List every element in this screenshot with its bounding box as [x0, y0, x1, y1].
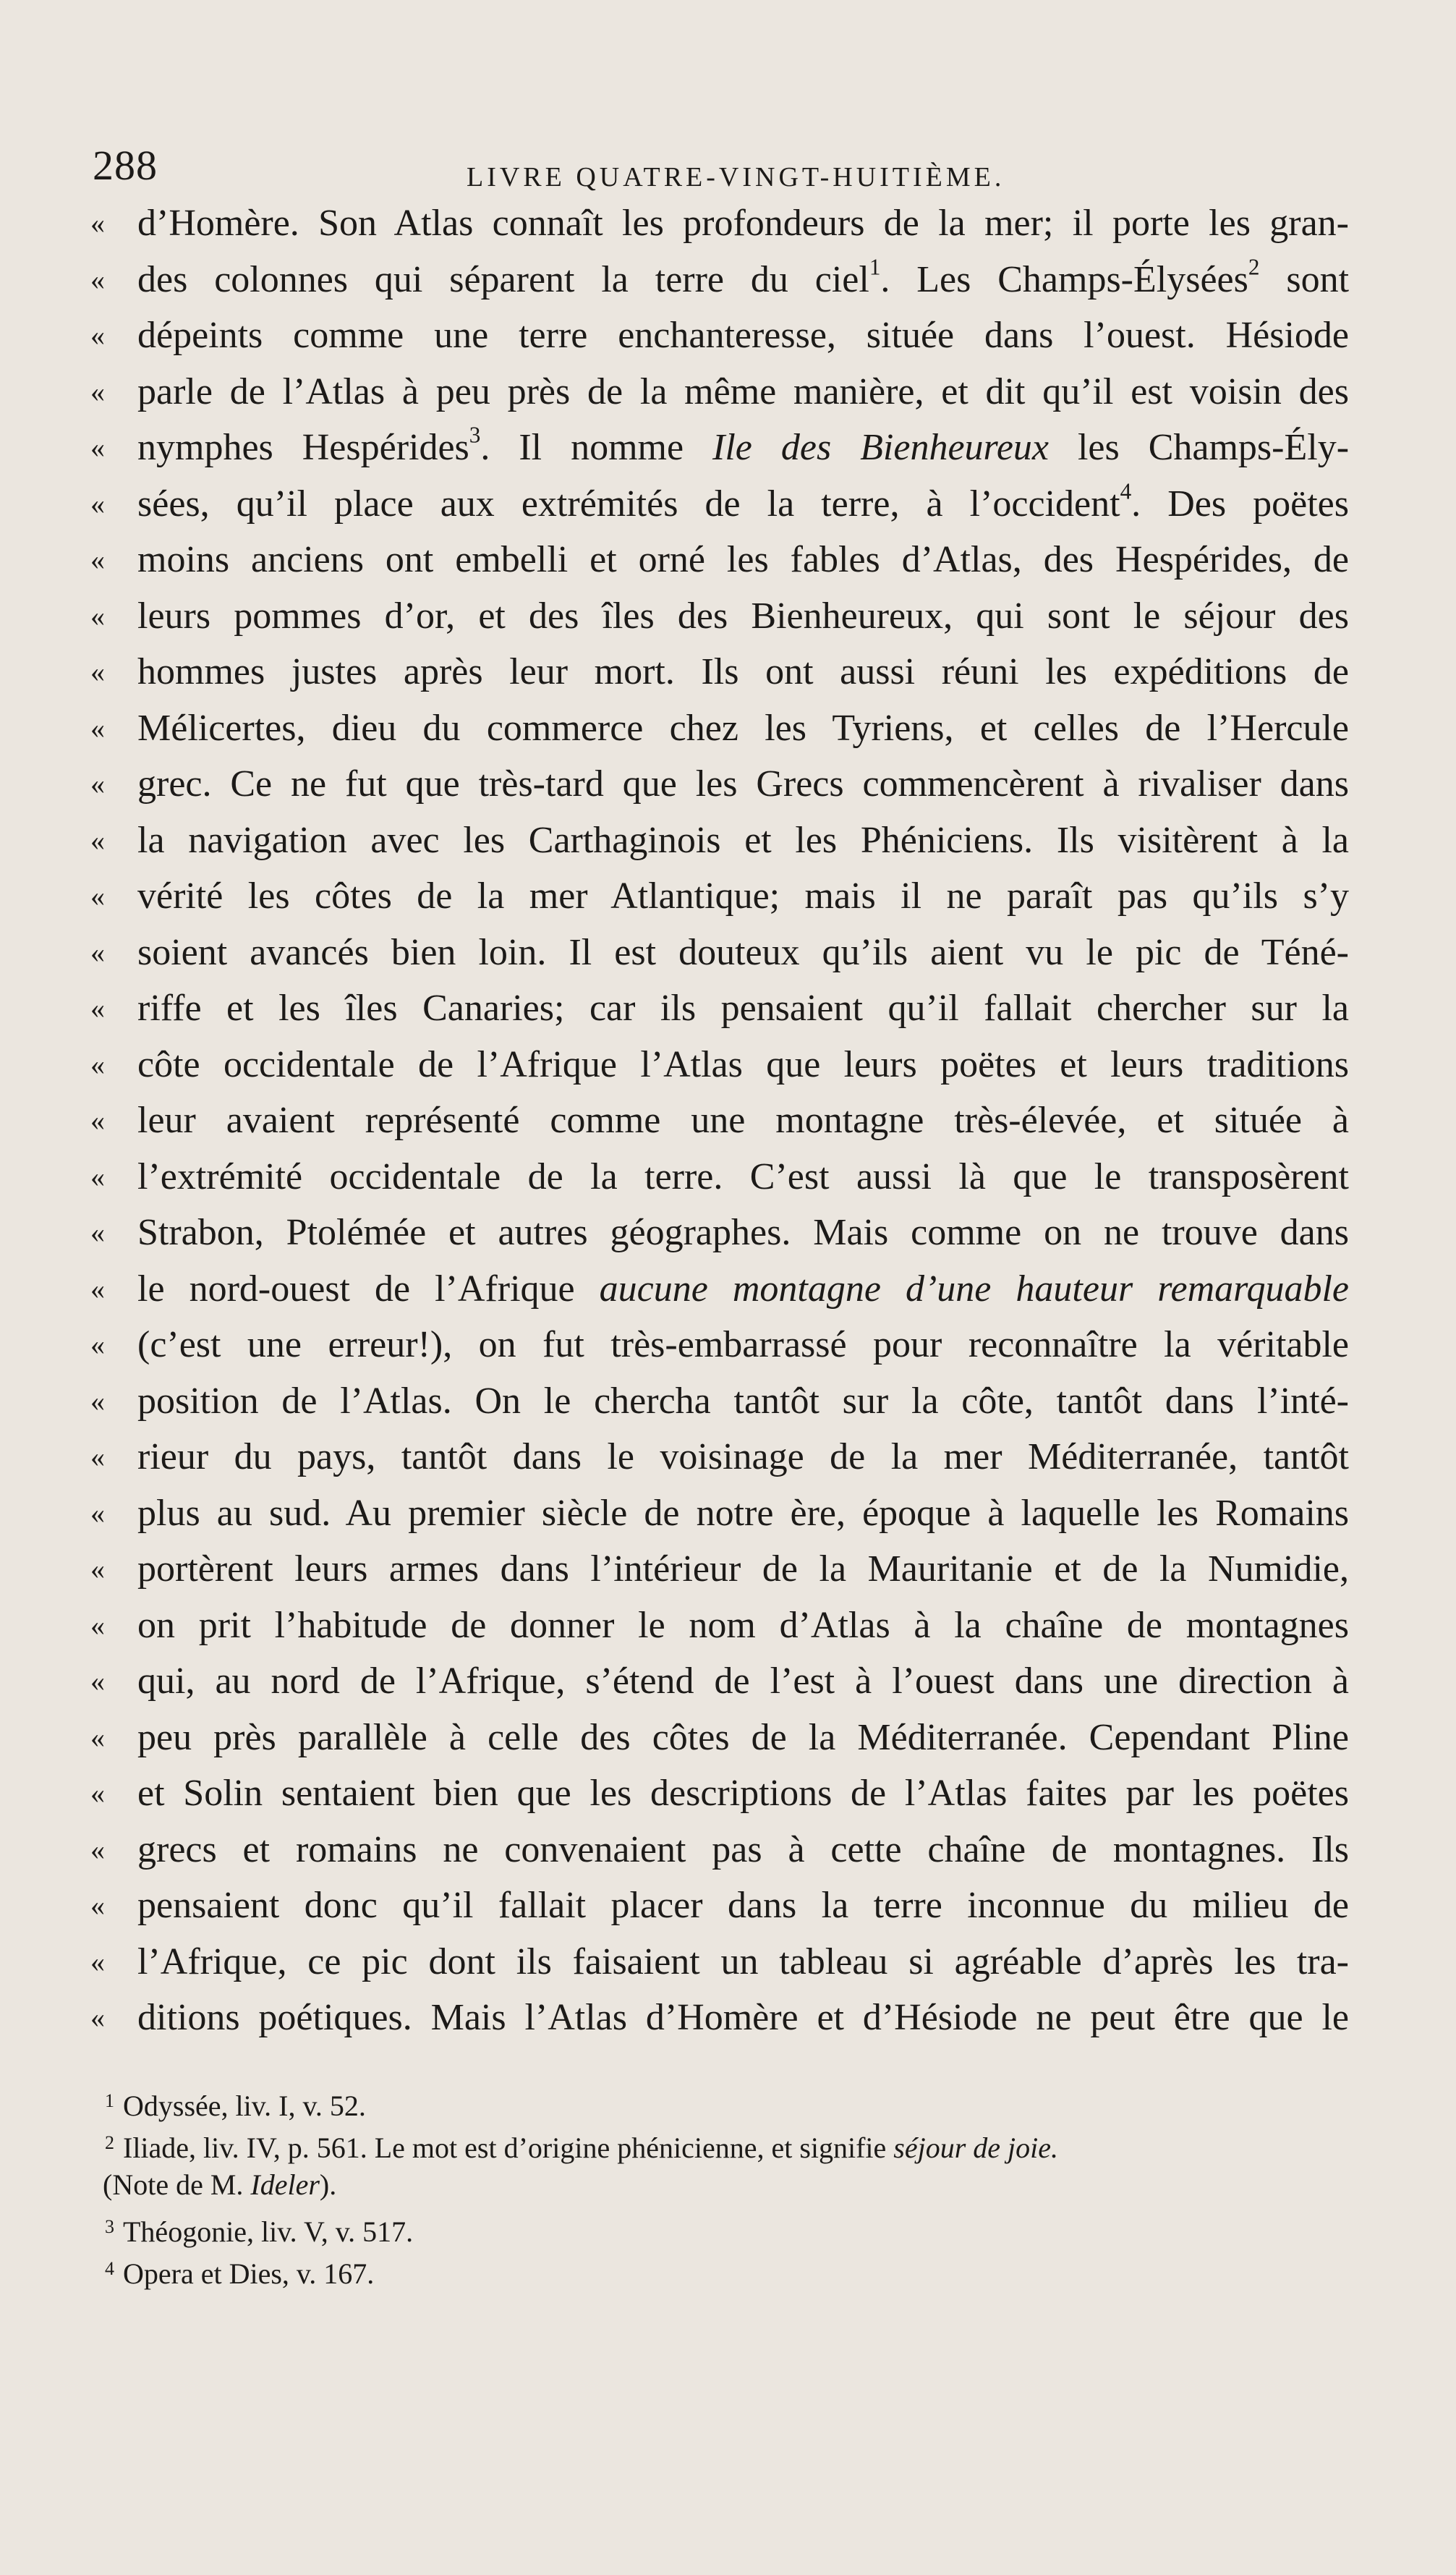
- quote-mark: «: [90, 1833, 105, 1866]
- quote-mark: «: [90, 1328, 105, 1361]
- footnote-mark: 4: [105, 2258, 114, 2279]
- text-line: [90, 1093, 1349, 1149]
- line-text: plus au sud. Au premier siècle de notre ère, époque à laquelle les Romains: [137, 1492, 1349, 1534]
- text-line: [90, 1429, 1349, 1485]
- quote-mark: «: [90, 1384, 105, 1417]
- footnote: [105, 2248, 1349, 2290]
- line-text: l’extrémité occidentale de la terre. C’est aussi là que le transposèrent: [137, 1155, 1349, 1197]
- line-text: position de l’Atlas. On le chercha tantôt sur la côte, tantôt dans l’inté-: [137, 1380, 1349, 1422]
- text-line: [90, 588, 1349, 645]
- quote-mark: «: [90, 1665, 105, 1697]
- line-text: dépeints comme une terre enchanteresse, située dans l’ouest. Hésiode: [137, 315, 1349, 356]
- text-line: [90, 1205, 1349, 1261]
- quote-mark: «: [90, 319, 105, 352]
- footnote: [105, 2122, 1349, 2164]
- line-text: qui, au nord de l’Afrique, s’étend de l’est à l’ouest dans une direction à: [137, 1660, 1349, 1702]
- line-text: (c’est une erreur!), on fut très-embarrassé pour reconnaître la véritable: [137, 1324, 1349, 1365]
- line-text: leurs pommes d’or, et des îles des Bienheureux, qui sont le séjour des: [137, 595, 1349, 637]
- footnote-text: Théogonie, liv. V, v. 517.: [123, 2215, 414, 2248]
- line-segment: . Il nomme: [480, 427, 713, 468]
- quote-mark: «: [90, 1721, 105, 1754]
- text-line: [90, 813, 1349, 869]
- quote-mark: «: [90, 1553, 105, 1585]
- footnote-ref: 1: [869, 254, 881, 280]
- footnote-text: Odyssée, liv. I, v. 52.: [123, 2090, 366, 2122]
- line-text: pensaient donc qu’il fallait placer dans la terre inconnue du milieu de: [137, 1885, 1349, 1926]
- quote-mark: «: [90, 599, 105, 632]
- text-line: [90, 532, 1349, 588]
- text-line: [90, 1878, 1349, 1934]
- line-text: côte occidentale de l’Afrique l’Atlas que leurs poëtes et leurs traditions: [137, 1043, 1349, 1085]
- footnote-italic: Ideler: [250, 2168, 320, 2201]
- text-line: [90, 1149, 1349, 1205]
- footnote-text: ).: [319, 2168, 337, 2201]
- text-line: [90, 1765, 1349, 1822]
- quote-mark: «: [90, 768, 105, 800]
- footnote-mark: 1: [105, 2090, 114, 2111]
- text-line: [90, 1653, 1349, 1710]
- footnote-text: Iliade, liv. IV, p. 561. Le mot est d’origine phénicienne, et signifie: [123, 2131, 894, 2164]
- text-line: [90, 700, 1349, 757]
- line-text: [137, 476, 1349, 533]
- quote-mark: «: [90, 823, 105, 857]
- quote-mark: «: [90, 1608, 105, 1642]
- quote-mark: «: [90, 375, 105, 408]
- text-line: [90, 1598, 1349, 1654]
- text-line: [90, 307, 1349, 364]
- text-line: [90, 420, 1349, 476]
- text-line: [90, 868, 1349, 925]
- text-line: [90, 252, 1349, 308]
- quote-mark: «: [90, 656, 105, 688]
- line-text: d’Homère. Son Atlas connaît les profondeurs de la mer; il porte les gran-: [137, 203, 1349, 244]
- line-segment: . Les Champs-Élysées: [880, 258, 1248, 300]
- text-line: [90, 1317, 1349, 1373]
- line-text: l’Afrique, ce pic dont ils faisaient un tableau si agréable d’après les tra-: [137, 1940, 1349, 1982]
- quote-mark: «: [90, 543, 105, 576]
- line-text: [137, 252, 1349, 308]
- line-segment: le nord-ouest de l’Afrique: [137, 1268, 575, 1310]
- text-line: [90, 1037, 1349, 1093]
- quote-mark: «: [90, 1216, 105, 1249]
- line-text: rieur du pays, tantôt dans le voisinage de la mer Méditerranée, tantôt: [137, 1436, 1349, 1477]
- italic-phrase: aucune montagne d’une hauteur remarquable: [599, 1268, 1349, 1310]
- line-text: Mélicertes, dieu du commerce chez les Tyriens, et celles de l’Hercule: [137, 707, 1349, 749]
- text-line: [90, 195, 1349, 252]
- text-line: [90, 644, 1349, 700]
- footnote-mark: 3: [105, 2216, 114, 2237]
- line-text: parle de l’Atlas à peu près de la même manière, et dit qu’il est voisin des: [137, 370, 1349, 412]
- footnote-italic: séjour de joie.: [893, 2131, 1059, 2164]
- line-text: hommes justes après leur mort. Ils ont aussi réuni les expéditions de: [137, 651, 1349, 692]
- line-segment: nymphes Hespérides: [137, 427, 469, 468]
- quote-mark: «: [90, 1496, 105, 1530]
- running-head: LIVRE QUATRE-VINGT-HUITIÈME.: [467, 162, 1005, 192]
- quote-mark: «: [90, 711, 105, 744]
- quote-mark: «: [90, 1889, 105, 1922]
- text-line: [90, 476, 1349, 533]
- footnote-text: Opera et Dies, v. 167.: [123, 2257, 375, 2290]
- text-line: [90, 980, 1349, 1037]
- text-line: [90, 1934, 1349, 1990]
- quote-mark: «: [90, 992, 105, 1025]
- text-line: [90, 1485, 1349, 1542]
- line-segment: . Des poëtes: [1131, 483, 1349, 525]
- body-text: [90, 195, 1349, 2046]
- line-text: portèrent leurs armes dans l’intérieur de la Mauritanie et de la Numidie,: [137, 1548, 1349, 1590]
- line-segment: sont: [1259, 258, 1349, 300]
- line-text: [137, 420, 1349, 476]
- line-text: riffe et les îles Canaries; car ils pensaient qu’il fallait chercher sur la: [137, 988, 1349, 1029]
- line-text: ditions poétiques. Mais l’Atlas d’Homère et d’Hésiode ne peut être que le: [137, 1997, 1349, 2038]
- footnote-ref: 4: [1120, 478, 1132, 504]
- quote-mark: «: [90, 263, 105, 296]
- line-text: grec. Ce ne fut que très-tard que les Grecs commencèrent à rivaliser dans: [137, 763, 1349, 805]
- text-line: [90, 1541, 1349, 1598]
- footnote-mark: 2: [105, 2132, 114, 2153]
- line-text: grecs et romains ne convenaient pas à cette chaîne de montagnes. Ils: [137, 1828, 1349, 1870]
- quote-mark: «: [90, 1048, 105, 1081]
- quote-mark: «: [90, 1441, 105, 1473]
- quote-mark: «: [90, 1945, 105, 1978]
- text-line: [90, 925, 1349, 981]
- quote-mark: «: [90, 1272, 105, 1305]
- footnote-ref: 2: [1248, 254, 1260, 280]
- text-line: [90, 1710, 1349, 1766]
- text-line: [90, 364, 1349, 420]
- line-segment: les Champs-Ély-: [1049, 427, 1349, 468]
- quote-mark: «: [90, 1160, 105, 1193]
- line-text: la navigation avec les Carthaginois et les Phéniciens. Ils visitèrent à la: [137, 819, 1349, 861]
- text-line: [90, 1373, 1349, 1430]
- line-text: leur avaient représenté comme une montagne très-élevée, et située à: [137, 1100, 1349, 1141]
- footnote: [105, 2206, 1349, 2248]
- footnotes: [105, 2080, 1349, 2290]
- quote-mark: «: [90, 936, 105, 969]
- line-segment: sées, qu’il place aux extrémités de la terre, à l’occident: [137, 483, 1120, 525]
- quote-mark: «: [90, 880, 105, 912]
- text-line: [90, 1990, 1349, 2046]
- quote-mark: «: [90, 1104, 105, 1137]
- footnote-ref: 3: [469, 422, 481, 448]
- line-text: vérité les côtes de la mer Atlantique; mais il ne paraît pas qu’ils s’y: [137, 875, 1349, 917]
- line-text: moins anciens ont embelli et orné les fables d’Atlas, des Hespérides, de: [137, 539, 1349, 580]
- quote-mark: «: [90, 207, 105, 239]
- line-text: on prit l’habitude de donner le nom d’Atlas à la chaîne de montagnes: [137, 1604, 1349, 1646]
- line-text: peu près parallèle à celle des côtes de la Méditerranée. Cependant Pline: [137, 1716, 1349, 1758]
- footnote-continuation: [103, 2164, 1349, 2206]
- footnote: [105, 2080, 1349, 2122]
- quote-mark: «: [90, 431, 105, 464]
- text-line: [90, 1822, 1349, 1878]
- footnote-text: (Note de M.: [103, 2168, 251, 2201]
- text-line: [90, 756, 1349, 813]
- line-text: [137, 1261, 1349, 1318]
- text-line: [90, 1261, 1349, 1318]
- italic-phrase: Ile des Bienheureux: [712, 427, 1049, 468]
- line-segment: des colonnes qui séparent la terre du ciel: [137, 258, 869, 300]
- quote-mark: «: [90, 487, 105, 520]
- quote-mark: «: [90, 2001, 105, 2034]
- line-text: soient avancés bien loin. Il est douteux qu’ils aient vu le pic de Téné-: [137, 931, 1349, 973]
- line-text: et Solin sentaient bien que les descriptions de l’Atlas faites par les poëtes: [137, 1773, 1349, 1814]
- quote-mark: «: [90, 1777, 105, 1810]
- page-number: 288: [93, 142, 158, 189]
- line-text: Strabon, Ptolémée et autres géographes. Mais comme on ne trouve dans: [137, 1212, 1349, 1253]
